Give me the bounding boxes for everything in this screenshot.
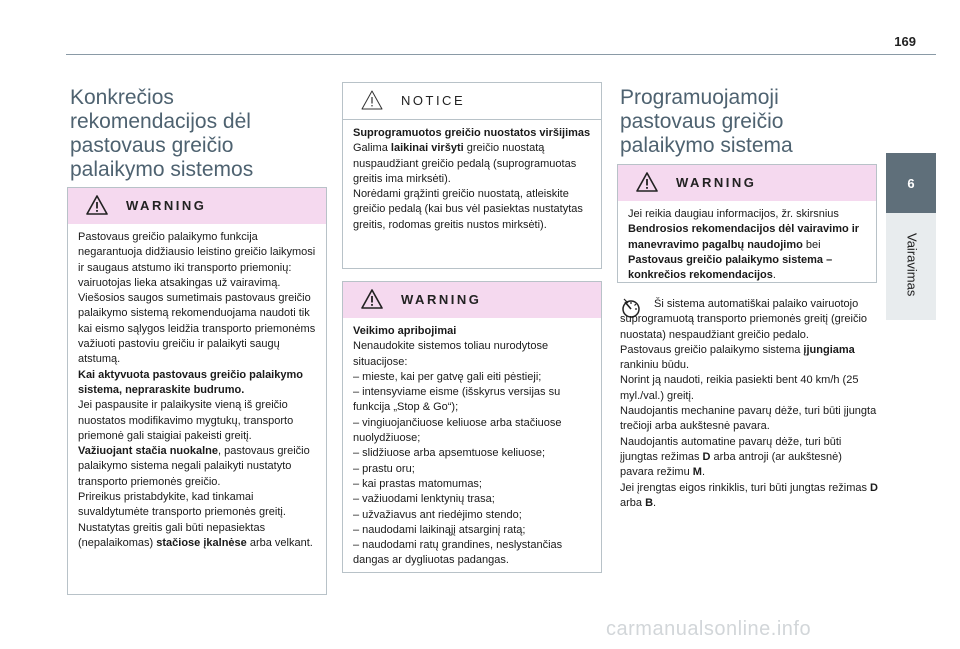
paragraph <box>78 444 316 490</box>
page-number: 169 <box>894 34 916 49</box>
paragraph: Prireikus pristabdykite, kad tinkamai suvaldytumėte transporto priemonės greitį. <box>78 491 286 519</box>
right-warning-box <box>617 164 877 283</box>
watermark: carmanualsonline.info <box>606 618 812 640</box>
list-item: – naudodami laikinąjį atsarginį ratą; <box>353 523 526 536</box>
paragraph: Jei paspausite ir palaikysite vieną iš greičio nuostatos modifikavimo mygtukų, transporto priemonė gali staigiai pakeisti greitį. <box>78 399 294 442</box>
text: bei <box>802 238 821 251</box>
paragraph: Ši sistema automatiškai palaiko vairuotojo suprogramuotą transporto priemonės greitį (greičio nuostata) nespaudžiant greičio pedalo. <box>620 298 868 341</box>
paragraph <box>620 481 878 512</box>
title-line: Konkrečios <box>70 86 174 109</box>
bold-text: D <box>702 450 711 463</box>
warning-header <box>618 165 876 201</box>
bold-text: Bendrosios rekomendacijos dėl vairavimo ir manevravimo pagalbų naudojimo <box>628 223 860 251</box>
list-item: – naudodami ratų grandines, neslystančias dangas ar dygliuotas padangas. <box>353 539 563 567</box>
warning-body <box>618 201 876 291</box>
warning-label: WARNING <box>676 175 757 190</box>
text: . <box>701 466 705 479</box>
warning-body <box>343 318 601 577</box>
bold-text: D <box>870 481 878 494</box>
bold-text: Kai aktyvuota pastovaus greičio palaikymo sistema, nepraraskite budrumo. <box>78 368 303 396</box>
text: Pastovaus greičio palaikymo sistema <box>620 343 804 356</box>
notice-triangle-icon <box>361 90 383 110</box>
paragraph <box>620 435 878 481</box>
list-item: – vingiuojančiuose keliuose arba stačiuose nuolydžiuose; <box>353 416 562 445</box>
warning-triangle-icon <box>636 172 658 192</box>
warning-label: WARNING <box>401 292 482 307</box>
warning-body <box>68 224 326 559</box>
bold-text: įjungiama <box>803 343 855 356</box>
warning-triangle-icon <box>86 195 108 215</box>
text: Nustatytas greitis gali būti nepasiektas (nepalaikomas) <box>78 521 266 549</box>
chapter-name: Vairavimas <box>904 233 920 297</box>
text: arba <box>620 496 646 509</box>
paragraph <box>628 207 866 283</box>
chapter-tab[interactable] <box>886 153 936 213</box>
bold-text: laikinai viršyti <box>390 142 464 155</box>
warning-title: Veikimo apribojimai <box>353 325 457 337</box>
text: arba antroji (ar aukštesnė) pavara režimu <box>620 450 842 479</box>
bold-text: Važiuojant stačia nuokalne <box>78 445 218 458</box>
warning-label: WARNING <box>126 198 207 213</box>
text: greičio nuostatą nuspaudžiant greičio pedalą (suprogramuotas greitis ima mirksėti). <box>353 142 577 185</box>
title-line: rekomendacijos dėl <box>70 110 251 133</box>
text: . <box>653 496 657 509</box>
title-line: palaikymo sistema <box>620 134 793 157</box>
notice-label: NOTICE <box>401 93 466 108</box>
notice-title: Suprogramuotos greičio nuostatos viršijimas <box>353 127 591 139</box>
paragraph: Pastovaus greičio palaikymo funkcija negarantuoja didžiausio leistino greičio laikymosi ir saugaus atstumo iki transporto priemonių: vairuotojas lieka atsakingas už vairavimą. <box>78 231 316 289</box>
text: Jei reikia daugiau informacijos, žr. skirsnius <box>628 208 839 220</box>
title-line: pastovaus greičio <box>620 110 784 133</box>
list-item: – slidžiuose arba apsemtuose keliuose; <box>353 447 546 460</box>
text: arba velkant. <box>246 536 313 549</box>
paragraph: Viešosios saugos sumetimais pastovaus greičio palaikymo sistemą rekomenduojama naudoti tik kai eismo sąlygos leidžia transporto priemonėms važiuoti pastoviu greičiu ir palaikyti saugų atstumą. <box>78 292 316 366</box>
warning-header <box>68 188 326 224</box>
bold-text: stačiose įkalnėse <box>156 536 247 549</box>
text: Jei įrengtas eigos rinkiklis, turi būti jungtas režimas <box>620 481 871 494</box>
title-line: Programuojamoji <box>620 86 779 109</box>
notice-box <box>342 82 602 269</box>
list-item: – mieste, kai per gatvę gali eiti pėstieji; <box>353 370 542 383</box>
left-section-title <box>70 86 253 182</box>
notice-body <box>343 120 601 241</box>
bold-text: Pastovaus greičio palaikymo sistema – konkrečios rekomendacijos <box>628 253 833 282</box>
list-item: – kai prastas matomumas; <box>353 477 482 490</box>
middle-warning-box <box>342 281 602 573</box>
bold-text: B <box>645 496 654 509</box>
bold-text: M <box>692 466 702 479</box>
right-section-title <box>620 86 793 158</box>
right-body-text <box>620 297 878 511</box>
list-item: – važiuodami lenktynių trasa; <box>353 493 495 506</box>
paragraph: Nenaudokite sistemos toliau nurodytose situacijose: <box>353 340 549 368</box>
title-line: pastovaus greičio <box>70 134 234 157</box>
paragraph <box>78 368 316 399</box>
title-line: palaikymo sistemos <box>70 158 254 181</box>
text: Naudojantis automatine pavarų dėže, turi būti įjungtas režimas <box>620 435 842 463</box>
paragraph <box>353 141 591 187</box>
text: rankiniu būdu. <box>620 359 690 372</box>
text: , pastovaus greičio palaikymo sistema negali palaikyti nustatyto transporto priemonės greičio. <box>78 445 310 488</box>
notice-header <box>343 83 601 120</box>
list-item: – užvažiavus ant riedėjimo stendo; <box>353 508 522 521</box>
text: Galima <box>353 142 391 155</box>
chapter-number: 6 <box>907 175 915 191</box>
top-rule <box>66 54 936 55</box>
left-warning-box <box>67 187 327 595</box>
warning-header <box>343 282 601 318</box>
list-item: – intensyviame eisme (išskyrus versijas su funkcija „Stop & Go“); <box>353 386 561 414</box>
paragraph <box>78 521 316 552</box>
warning-triangle-icon <box>361 289 383 309</box>
paragraph: Norėdami grąžinti greičio nuostatą, atleiskite greičio pedalą (kai bus vėl pasiektas nustatytas greitis, rodomas greitis nustos mirksėti). <box>353 188 583 231</box>
paragraph <box>620 343 878 374</box>
text: . <box>772 269 776 282</box>
paragraph: Norint ją naudoti, reikia pasiekti bent 40 km/h (25 myl./val.) greitį. <box>620 374 859 402</box>
paragraph: Naudojantis mechanine pavarų dėže, turi būti įjungta trečioji arba aukštesnė pavara. <box>620 405 877 433</box>
list-item: – prastu oru; <box>353 462 415 475</box>
